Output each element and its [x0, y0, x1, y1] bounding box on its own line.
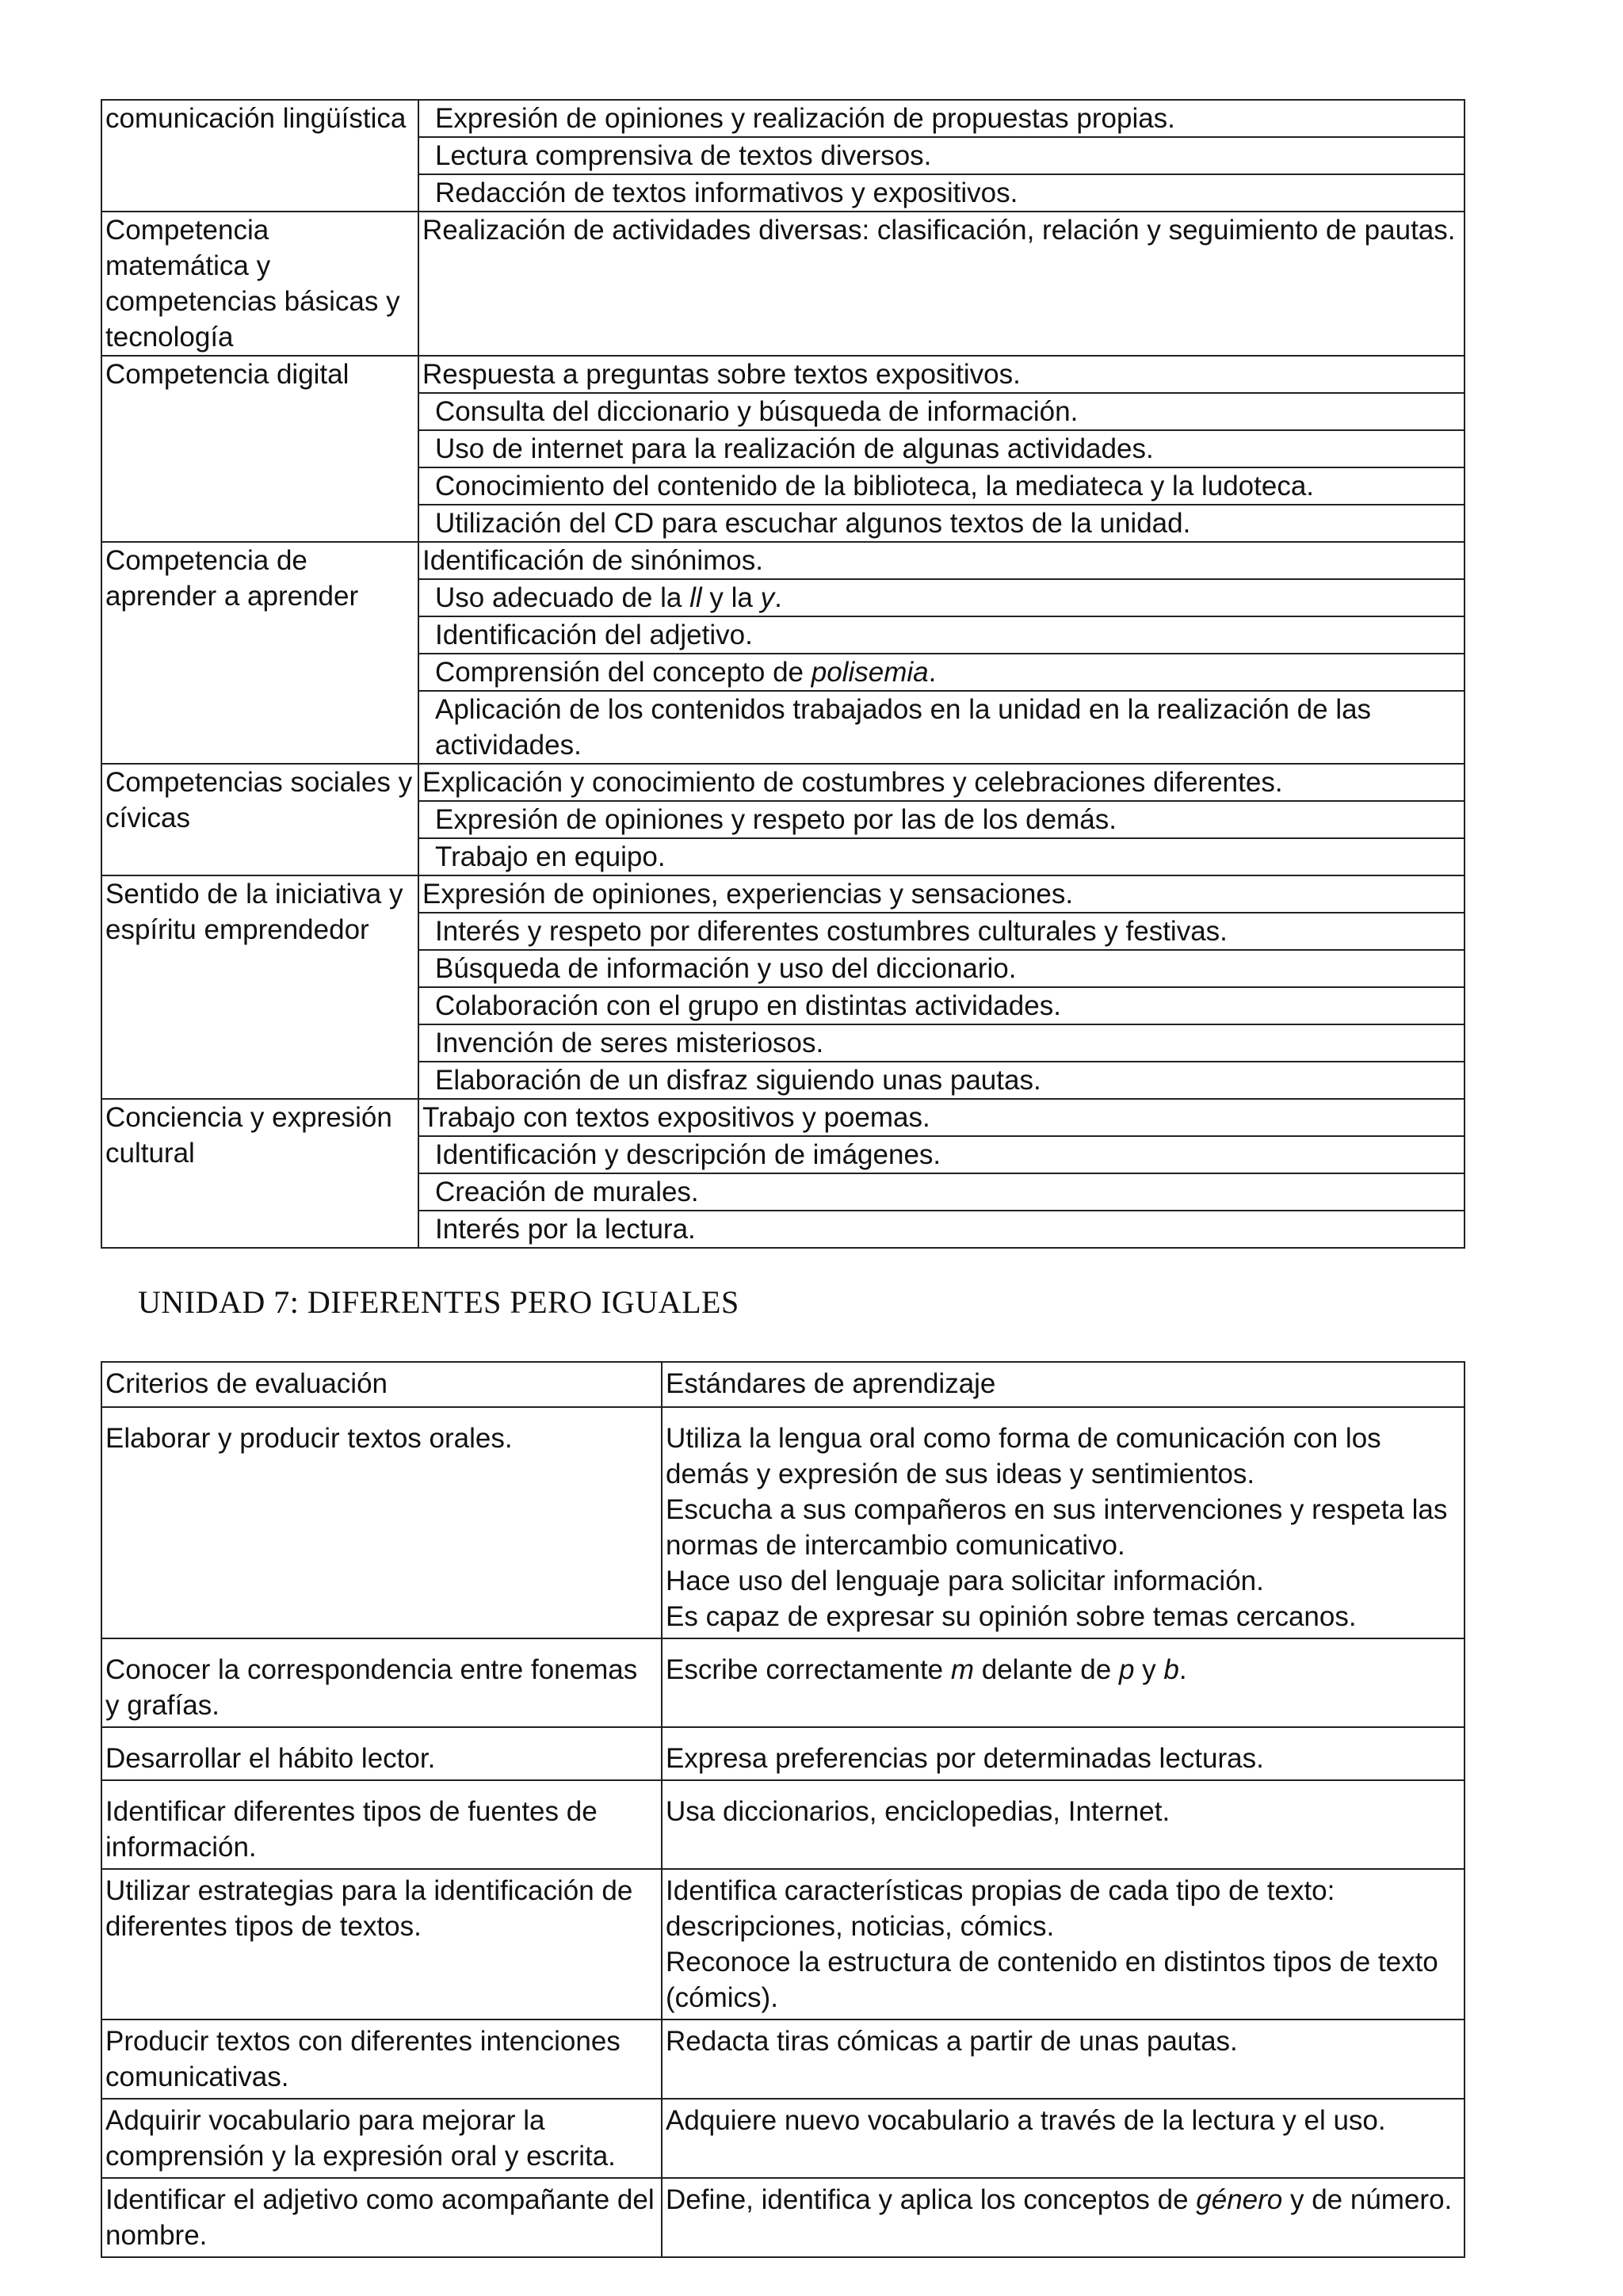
standards-cell	[662, 2099, 1465, 2178]
competency-activity: Trabajo con textos expositivos y poemas.	[418, 1099, 1465, 1136]
activity-text: y la	[701, 582, 761, 613]
evaluation-row	[101, 2178, 1465, 2257]
header-criteria: Criterios de evaluación	[101, 1362, 662, 1407]
activity-italic: ll	[689, 582, 702, 613]
standard-text: Escribe correctamente	[666, 1654, 951, 1685]
standard-line: Hace uso del lenguaje para solicitar información.	[666, 1566, 1264, 1596]
competency-activity: Expresión de opiniones y realización de propuestas propias.	[418, 100, 1465, 137]
evaluation-row	[101, 1869, 1465, 2019]
standard-line: Identifica características propias de cada tipo de texto: descripciones, noticias, cómics.	[666, 1875, 1335, 1942]
competency-activity: Redacción de textos informativos y expositivos.	[418, 174, 1465, 212]
standards-cell	[662, 1638, 1465, 1727]
competency-activity: Invención de seres misteriosos.	[418, 1024, 1465, 1062]
competency-row	[101, 542, 1465, 579]
competency-row	[101, 875, 1465, 913]
competency-activity: Respuesta a preguntas sobre textos expositivos.	[418, 356, 1465, 393]
standard-text: delante de	[974, 1654, 1119, 1685]
activity-text: .	[774, 582, 782, 613]
competency-row	[101, 356, 1465, 393]
standards-cell	[662, 1780, 1465, 1869]
competencies-table	[101, 99, 1465, 1249]
competency-name: Competencia digital	[101, 356, 418, 542]
evaluation-row	[101, 2099, 1465, 2178]
standard-line: Utiliza la lengua oral como forma de comunicación con los demás y expresión de sus ideas y sentimientos.	[666, 1423, 1381, 1489]
competency-activity	[418, 654, 1465, 691]
standard-line: Redacta tiras cómicas a partir de unas pautas.	[666, 2026, 1238, 2057]
competency-activity: Trabajo en equipo.	[418, 838, 1465, 875]
standard-text: Define, identifica y aplica los conceptos de	[666, 2184, 1197, 2215]
competency-name: Competencias sociales y cívicas	[101, 764, 418, 875]
standards-cell	[662, 1869, 1465, 2019]
activity-text: Uso adecuado de la	[435, 582, 690, 613]
unit-title: UNIDAD 7: DIFERENTES PERO IGUALES	[138, 1284, 739, 1320]
evaluation-row	[101, 1727, 1465, 1780]
competency-activity: Colaboración con el grupo en distintas actividades.	[418, 987, 1465, 1024]
competency-row	[101, 1099, 1465, 1136]
competency-activity	[418, 579, 1465, 616]
standard-line: Expresa preferencias por determinadas lecturas.	[666, 1743, 1264, 1774]
competency-activity: Identificación de sinónimos.	[418, 542, 1465, 579]
standard-italic: b	[1163, 1654, 1179, 1685]
competency-activity: Utilización del CD para escuchar algunos textos de la unidad.	[418, 505, 1465, 542]
activity-italic: polisemia	[811, 657, 929, 688]
competency-activity: Interés y respeto por diferentes costumbres culturales y festivas.	[418, 913, 1465, 950]
activity-text: .	[928, 657, 937, 688]
header-standards: Estándares de aprendizaje	[662, 1362, 1465, 1407]
competency-row	[101, 764, 1465, 801]
competency-activity: Creación de murales.	[418, 1173, 1465, 1211]
competency-activity: Lectura comprensiva de textos diversos.	[418, 137, 1465, 174]
activity-text: Comprensión del concepto de	[435, 657, 812, 688]
standards-cell	[662, 1407, 1465, 1638]
competency-activity: Expresión de opiniones, experiencias y sensaciones.	[418, 875, 1465, 913]
competency-name: Sentido de la iniciativa y espíritu emprendedor	[101, 875, 418, 1099]
competency-activity: Realización de actividades diversas: clasificación, relación y seguimiento de pautas.	[418, 212, 1465, 356]
standard-italic: m	[950, 1654, 975, 1685]
competency-activity: Identificación del adjetivo.	[418, 616, 1465, 654]
competency-activity: Interés por la lectura.	[418, 1211, 1465, 1248]
evaluation-row	[101, 1638, 1465, 1727]
evaluation-header-row	[101, 1362, 1465, 1407]
evaluation-table	[101, 1361, 1465, 2258]
criterion-cell: Conocer la correspondencia entre fonemas y grafías.	[101, 1638, 662, 1727]
criterion-cell: Adquirir vocabulario para mejorar la comprensión y la expresión oral y escrita.	[101, 2099, 662, 2178]
competency-activity: Consulta del diccionario y búsqueda de información.	[418, 393, 1465, 430]
competency-name: Conciencia y expresión cultural	[101, 1099, 418, 1248]
standards-cell	[662, 2178, 1465, 2257]
competency-name: Competencia de aprender a aprender	[101, 542, 418, 764]
criterion-cell: Elaborar y producir textos orales.	[101, 1407, 662, 1638]
competency-activity: Uso de internet para la realización de algunas actividades.	[418, 430, 1465, 467]
competency-name: Competencia matemática y competencias básicas y tecnología	[101, 212, 418, 356]
standard-line: Usa diccionarios, enciclopedias, Internet.	[666, 1796, 1170, 1827]
criterion-cell: Utilizar estrategias para la identificación de diferentes tipos de textos.	[101, 1869, 662, 2019]
standard-line: Escucha a sus compañeros en sus intervenciones y respeta las normas de intercambio comunicativo.	[666, 1494, 1448, 1561]
standards-cell	[662, 1727, 1465, 1780]
competency-activity: Explicación y conocimiento de costumbres y celebraciones diferentes.	[418, 764, 1465, 801]
evaluation-row	[101, 1780, 1465, 1869]
competency-row	[101, 212, 1465, 356]
standards-cell	[662, 2019, 1465, 2099]
criterion-cell: Desarrollar el hábito lector.	[101, 1727, 662, 1780]
criterion-cell: Producir textos con diferentes intenciones comunicativas.	[101, 2019, 662, 2099]
standard-line: Adquiere nuevo vocabulario a través de la lectura y el uso.	[666, 2105, 1386, 2136]
evaluation-row	[101, 2019, 1465, 2099]
standard-line: Reconoce la estructura de contenido en distintos tipos de texto (cómics).	[666, 1947, 1438, 2013]
competency-activity: Identificación y descripción de imágenes.	[418, 1136, 1465, 1173]
competency-activity: Conocimiento del contenido de la biblioteca, la mediateca y la ludoteca.	[418, 467, 1465, 505]
competency-activity: Aplicación de los contenidos trabajados en la unidad en la realización de las actividades.	[418, 691, 1465, 764]
standard-text: .	[1178, 1654, 1187, 1685]
competency-activity: Elaboración de un disfraz siguiendo unas pautas.	[418, 1062, 1465, 1099]
competency-activity: Búsqueda de información y uso del diccionario.	[418, 950, 1465, 987]
standard-italic: p	[1118, 1654, 1135, 1685]
competency-activity: Expresión de opiniones y respeto por las de los demás.	[418, 801, 1465, 838]
standard-text: y de número.	[1282, 2184, 1453, 2215]
standard-line: Es capaz de expresar su opinión sobre temas cercanos.	[666, 1601, 1357, 1632]
evaluation-row	[101, 1407, 1465, 1638]
criterion-cell: Identificar diferentes tipos de fuentes de información.	[101, 1780, 662, 1869]
standard-italic: género	[1196, 2184, 1283, 2215]
criterion-cell: Identificar el adjetivo como acompañante del nombre.	[101, 2178, 662, 2257]
competency-name: comunicación lingüística	[101, 100, 418, 212]
competency-row	[101, 100, 1465, 137]
standard-text: y	[1134, 1654, 1164, 1685]
activity-italic: y	[760, 582, 775, 613]
